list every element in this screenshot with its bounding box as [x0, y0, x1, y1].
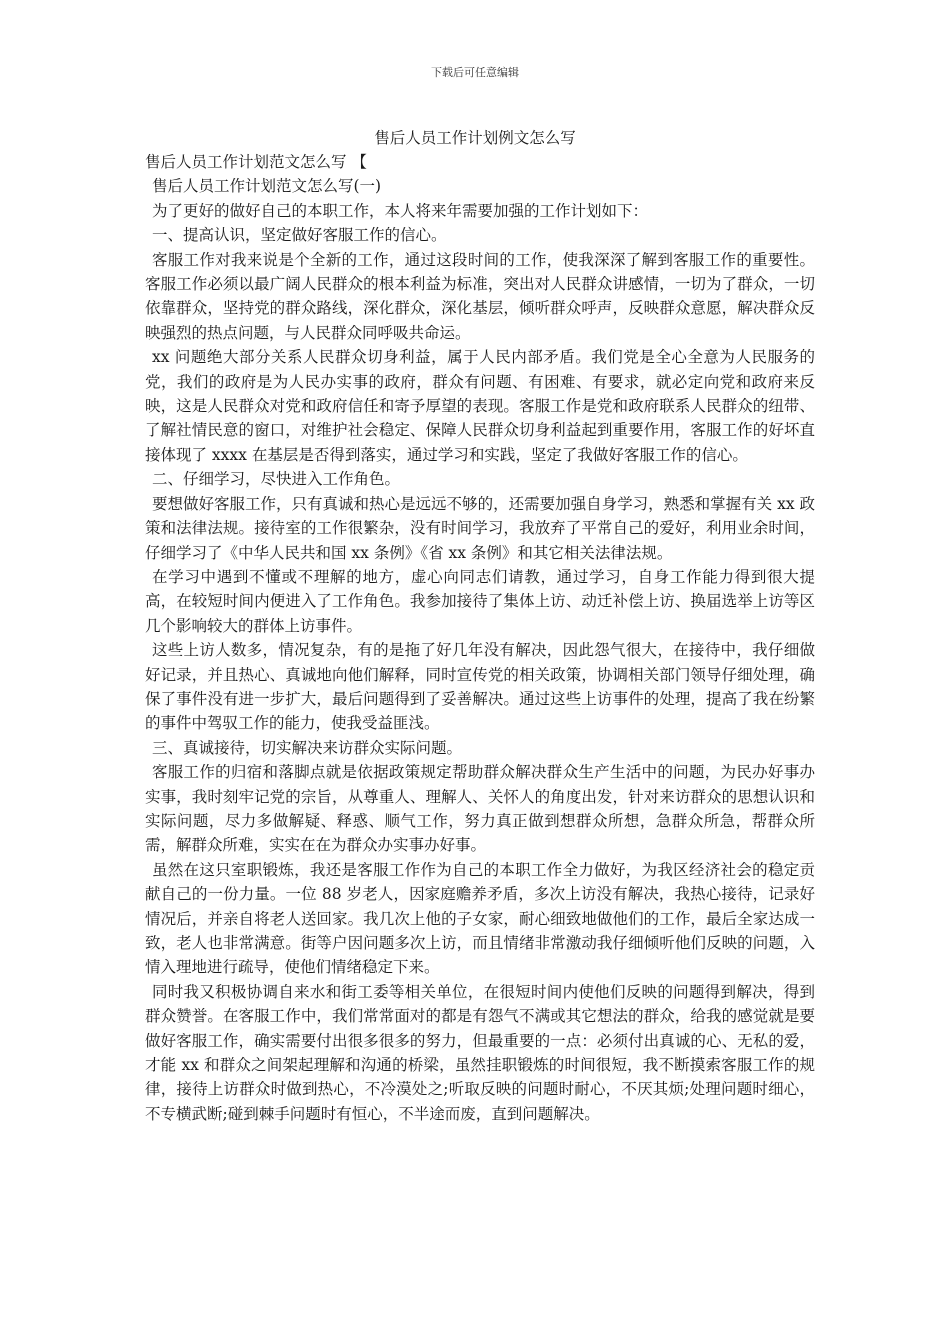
paragraph: 在学习中遇到不懂或不理解的地方，虚心向同志们请教，通过学习，自身工作能力得到很大提高，在较短时间内便进入了工作角色。我参加接待了集体上访、动迁补偿上访、换届选举上访等区几个影响较大的群体上访事件。 — [145, 567, 815, 635]
document-body — [145, 150, 815, 1126]
paragraph: 虽然在这只室职锻炼，我还是客服工作作为自己的本职工作全力做好，为我区经济社会的稳定贡献自己的一份力量。一位 88 岁老人，因家庭赡养矛盾，多次上访没有解决，我热心接待，记录好情况后，并亲自将老人送回家。我几次上他的子女家，耐心细致地做他们的工作，最后全家达成一致，老人也非常满意。街等户因问题多次上访，而且情绪非常激动我仔细倾听他们反映的问题，入情入理地进行疏导，使他们情绪稳定下来。 — [145, 860, 815, 977]
paragraph: xx 问题绝大部分关系人民群众切身利益，属于人民内部矛盾。我们党是全心全意为人民服务的党，我们的政府是为人民办实事的政府，群众有问题、有困难、有要求，就必定向党和政府来反映，这是人民群众对党和政府信任和寄予厚望的表现。客服工作是党和政府联系人民群众的纽带、了解社情民意的窗口，对维护社会稳定、保障人民群众切身利益起到重要作用，客服工作的好坏直接体现了 xxxx 在基层是否得到落实，通过学习和实践，坚定了我做好客服工作的信心。 — [145, 348, 815, 464]
paragraph: 这些上访人数多，情况复杂，有的是拖了好几年没有解决，因此怨气很大，在接待中，我仔细做好记录，并且热心、真诚地向他们解释，同时宣传党的相关政策，协调相关部门领导仔细处理，确保了事件没有进一步扩大，最后问题得到了妥善解决。通过这些上访事件的处理，提高了我在纷繁的事件中驾驭工作的能力，使我受益匪浅。 — [145, 641, 815, 733]
paragraph: 客服工作对我来说是个全新的工作，通过这段时间的工作，使我深深了解到客服工作的重要性。客服工作必须以最广阔人民群众的根本利益为标准，突出对人民群众讲感情，一切为了群众，一切依靠群众，坚持党的群众路线，深化群众，深化基层，倾听群众呼声，反映群众意愿，解决群众反映强烈的热点问题，与人民群众同呼吸共命运。 — [145, 250, 815, 342]
paragraph: 要想做好客服工作，只有真诚和热心是远远不够的，还需要加强自身学习，熟悉和掌握有关 xx 政策和法律法规。接待室的工作很繁杂，没有时间学习，我放弃了平常自己的爱好，利用业余时间，仔细学习了《中华人民共和国 xx 条例》《省 xx 条例》和其它相关法律法规。 — [145, 494, 815, 562]
document-title: 售后人员工作计划例文怎么写 — [374, 129, 576, 147]
paragraph: 同时我又积极协调自来水和街工委等相关单位，在很短时间内使他们反映的问题得到解决，得到群众赞誉。在客服工作中，我们常常面对的都是有怨气不满或其它想法的群众，给我的感觉就是要做好客服工作，确实需要付出很多很多的努力，但最重要的一点：必须付出真诚的心、无私的爱，才能 xx 和群众之间架起理解和沟通的桥梁，虽然挂职锻炼的时间很短，我不断摸索客服工作的规律，接待上访群众时做到热心，不冷漠处之;听取反映的问题时耐心，不厌其烦;处理问题时细心，不专横武断;碰到棘手问题时有恒心，不半途而废，直到问题解决。 — [145, 982, 815, 1123]
section-heading: 一、提高认识，坚定做好客服工作的信心。 — [151, 226, 447, 245]
page-header-note: 下载后可任意编辑 — [431, 66, 519, 79]
section-heading: 三、真诚接待，切实解决来访群众实际问题。 — [151, 738, 462, 757]
section-heading: 二、仔细学习，尽快进入工作角色。 — [151, 470, 400, 489]
paragraph: 售后人员工作计划范文怎么写(一) — [151, 177, 382, 196]
paragraph: 客服工作的归宿和落脚点就是依据政策规定帮助群众解决群众生产生活中的问题，为民办好事办实事，我时刻牢记党的宗旨，从尊重人、理解人、关怀人的角度出发，针对来访群众的思想认识和实际问题，尽力多做解疑、释惑、顺气工作，努力真正做到想群众所想，急群众所急，帮群众所需，解群众所难，实实在在为群众办实事办好事。 — [145, 763, 815, 855]
document-subtitle: 售后人员工作计划范文怎么写 【 — [145, 153, 367, 171]
paragraph: 为了更好的做好自己的本职工作，本人将来年需要加强的工作计划如下： — [151, 201, 648, 220]
